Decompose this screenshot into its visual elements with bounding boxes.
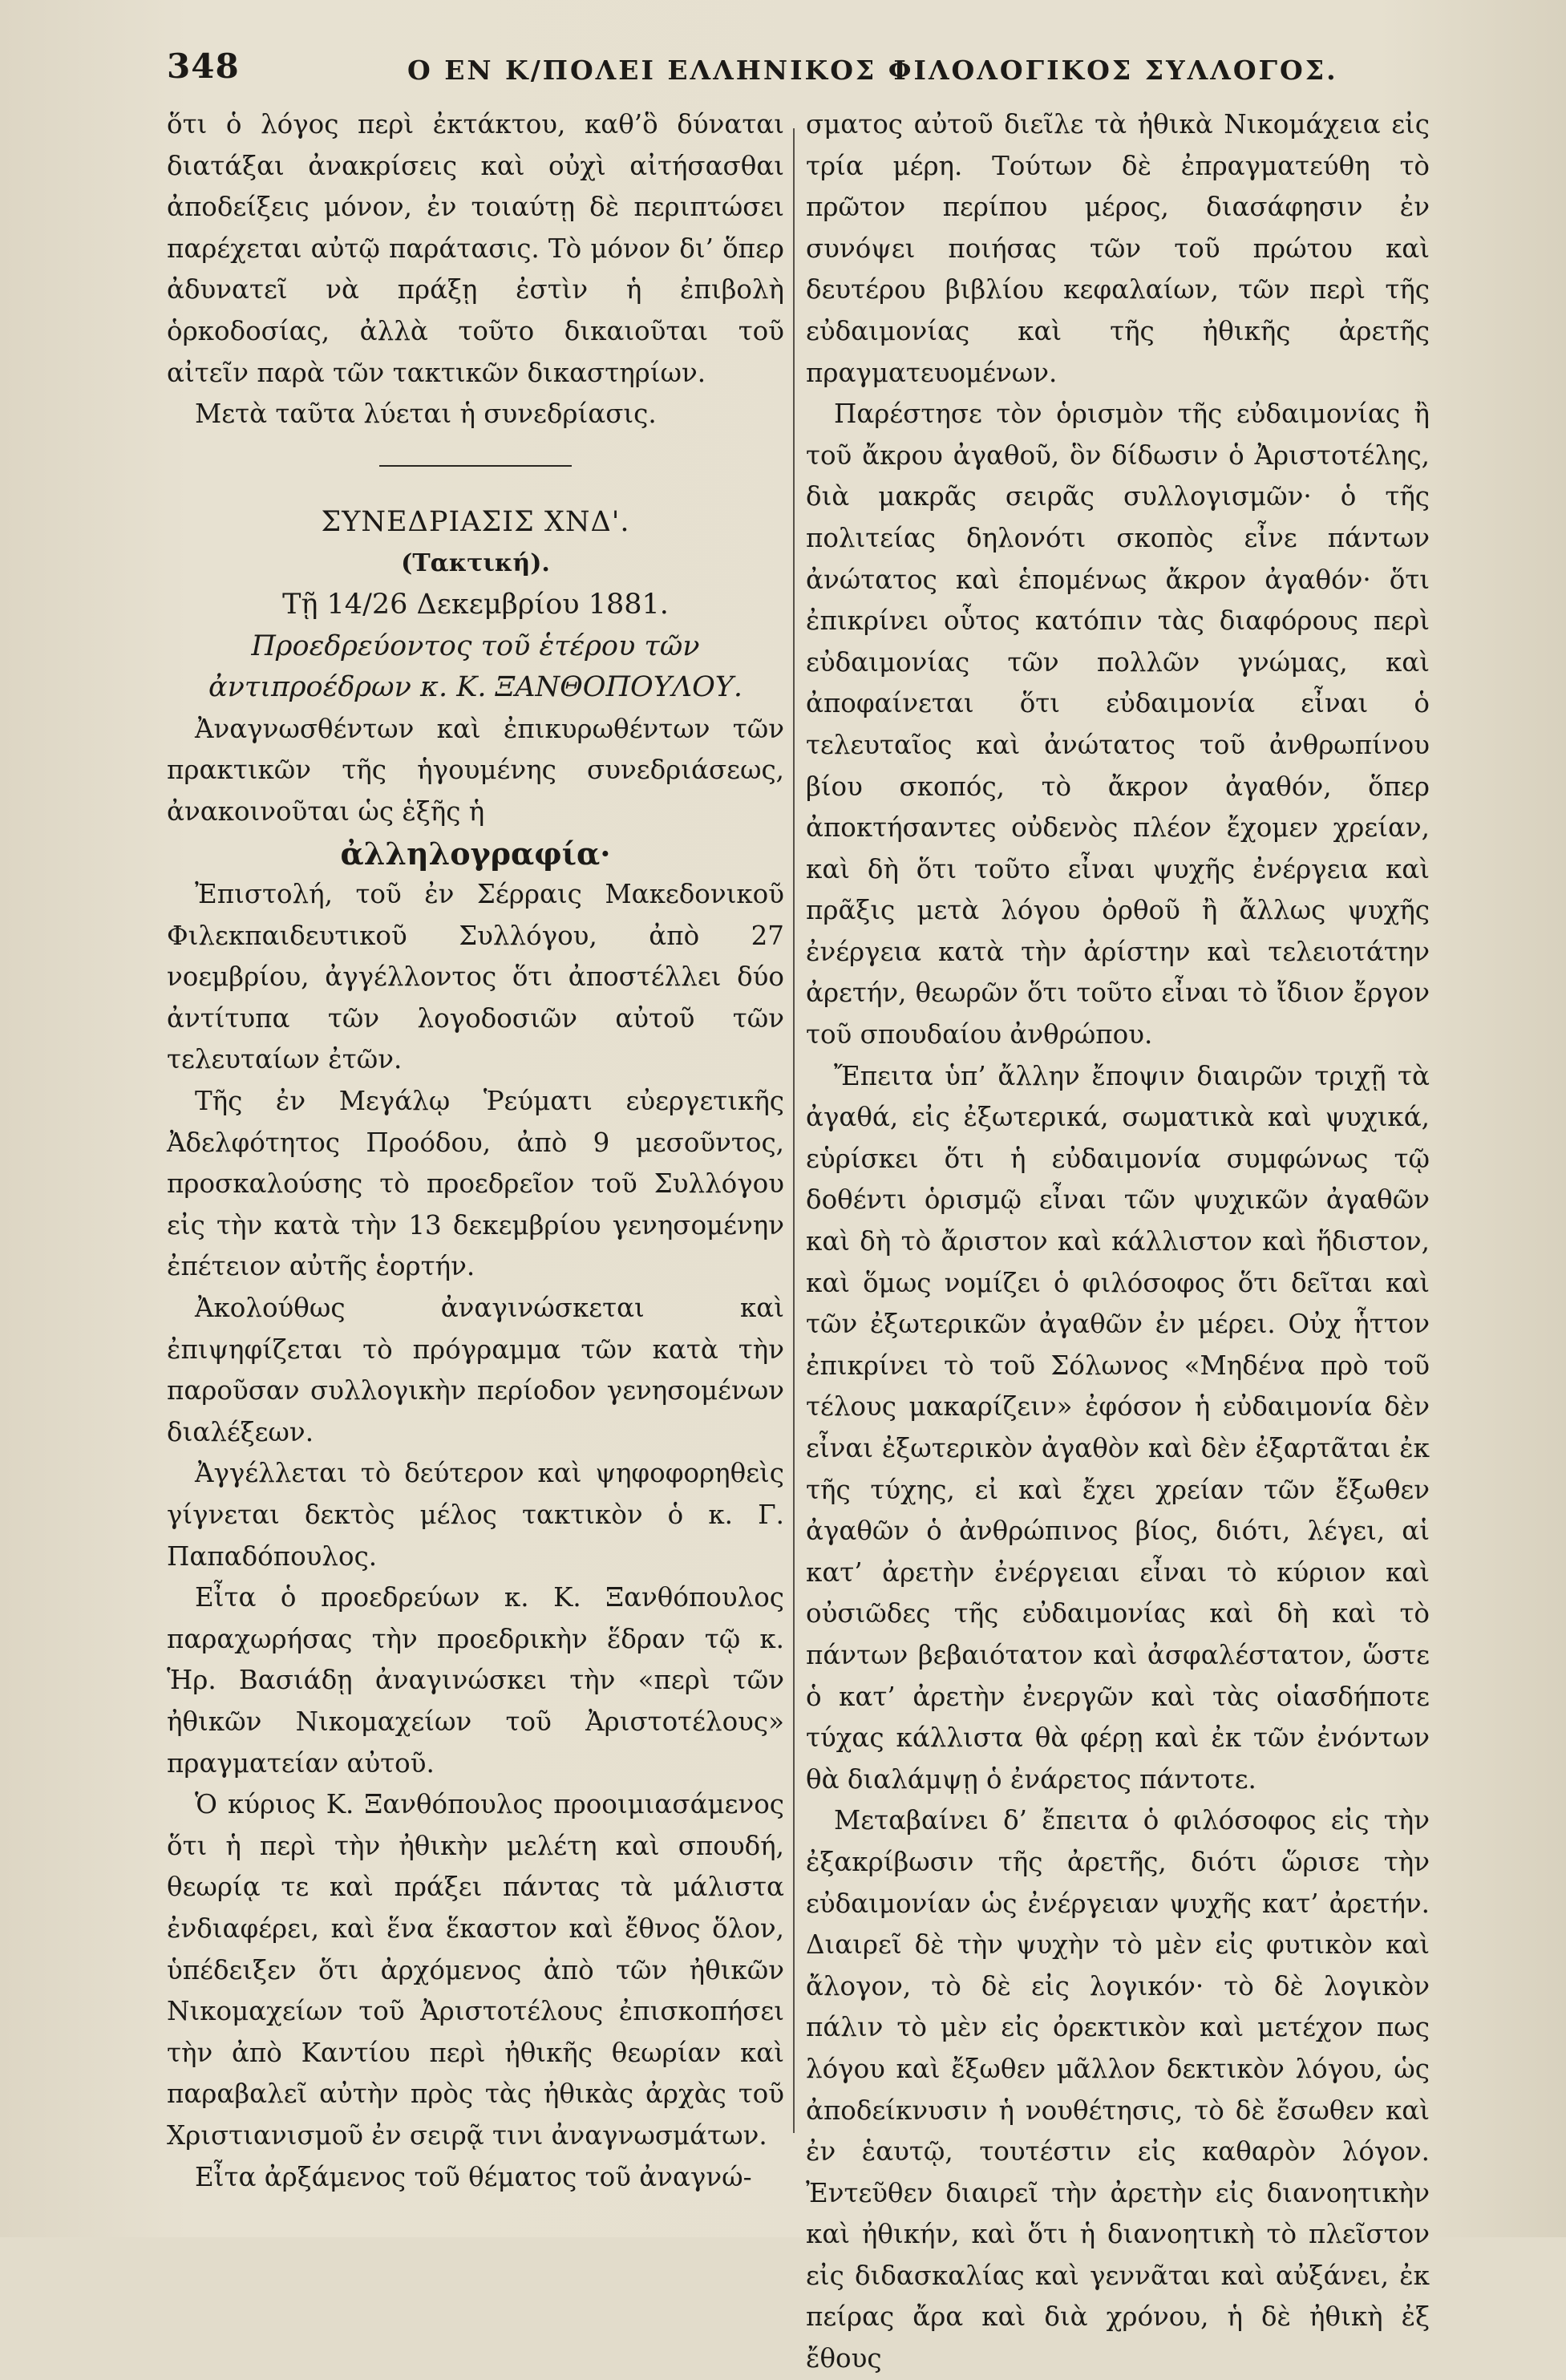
session-type: (Τακτική). [401, 549, 550, 578]
paragraph: Ἀγγέλλεται τὸ δεύτερον καὶ ψηφοφορηθεὶς γίγνεται δεκτὸς μέλος τακτικὸν ὁ κ. Γ. Παπαδόπουλος. [167, 1458, 784, 1572]
session-title: ΣΥΝΕΔΡΙΑΣΙΣ ΧΝΔ'. [321, 505, 630, 538]
section-divider [379, 465, 572, 467]
running-head [167, 47, 1338, 103]
paragraph: Εἶτα ὁ προεδρεύων κ. Κ. Ξανθόπουλος παραχωρήσας τὴν προεδρικὴν ἕδραν τῷ κ. Ἡρ. Βασιάδῃ ἀναγινώσκει τὴν «περὶ τῶν ἠθικῶν Νικομαχείων τοῦ Ἀριστοτέλους» πραγματείαν αὐτοῦ. [167, 1582, 784, 1779]
session-presiding: Προεδρεύοντος τοῦ ἑτέρου τῶν ἀντιπροέδρων κ. Κ. ΞΑΝΘΟΠΟΥΛΟΥ. [208, 629, 743, 704]
paragraph: Παρέστησε τὸν ὁρισμὸν τῆς εὐδαιμονίας ἢ τοῦ ἄκρου ἀγαθοῦ, ὃν δίδωσιν ὁ Ἀριστοτέλης, διὰ μακρᾶς σειρᾶς συλλογισμῶν· ὁ τῆς πολιτείας δηλονότι σκοπὸς εἶνε πάντων ἀνώτατος καὶ ἑπομένως ἄκρον ἀγαθόν· ὅτι ἐπικρίνει οὗτος κατόπιν τὰς διαφόρους περὶ εὐδαιμονίας τῶν πολλῶν γνώμας, καὶ ἀποφαίνεται ὅτι εὐδαιμονία εἶναι ὁ τελευταῖος καὶ ἀνώτατος τοῦ ἀνθρωπίνου βίου σκοπός, τὸ ἄκρον ἀγαθόν, ὅπερ ἀποκτήσαντες οὐδενὸς πλέον ἔχομεν χρείαν, καὶ δὴ ὅτι τοῦτο εἶναι ψυχῆς ἐνέργεια καὶ πρᾶξις μετὰ λόγου ὀρθοῦ ἢ ἄλλως ψυχῆς ἐνέργεια κατὰ τὴν ἀρίστην καὶ τελειοτάτην ἀρετήν, θεωρῶν ὅτι τοῦτο εἶναι τὸ ἴδιον ἔργον τοῦ σπουδαίου ἀνθρώπου. [806, 399, 1430, 1050]
left-column [167, 104, 784, 2213]
page-number: 348 [167, 47, 240, 86]
paragraph: Ἀκολούθως ἀναγινώσκεται καὶ ἐπιψηφίζεται τὸ πρόγραμμα τῶν κατὰ τὴν παροῦσαν συλλογικὴν περίοδον γενησομένων διαλέξεων. [167, 1293, 784, 1447]
paragraph: σματος αὐτοῦ διεῖλε τὰ ἠθικὰ Νικομάχεια εἰς τρία μέρη. Τούτων δὲ ἐπραγματεύθη τὸ πρῶτον περίπου μέρος, διασάφησιν ἐν συνόψει ποιήσας τῶν τοῦ πρώτου καὶ δευτέρου βιβλίου κεφαλαίων, τῶν περὶ τῆς εὐδαιμονίας καὶ τῆς ἠθικῆς ἀρετῆς πραγματευομένων. [806, 109, 1430, 388]
paragraph: Τῆς ἐν Μεγάλῳ Ῥεύματι εὐεργετικῆς Ἀδελφότητος Προόδου, ἀπὸ 9 μεσοῦντος, προσκαλούσης τὸ προεδρεῖον τοῦ Συλλόγου εἰς τὴν κατὰ τὴν 13 δεκεμβρίου γενησομένην ἐπέτειον αὐτῆς ἑορτήν. [167, 1086, 784, 1282]
correspondence-heading: ἀλληλογραφία· [340, 835, 611, 872]
paragraph: Ἔπειτα ὑπ’ ἄλλην ἔποψιν διαιρῶν τριχῇ τὰ ἀγαθά, εἰς ἐξωτερικά, σωματικὰ καὶ ψυχικά, εὑρίσκει ὅτι ἡ εὐδαιμονία συμφώνως τῷ δοθέντι ὁρισμῷ εἶναι τῶν ψυχικῶν ἀγαθῶν καὶ δὴ τὸ ἄριστον καὶ κάλλιστον καὶ ἥδιστον, καὶ ὅμως νομίζει ὁ φιλόσοφος ὅτι δεῖται καὶ τῶν ἐξωτερικῶν ἀγαθῶν ἐν μέρει. Οὐχ ἧττον ἐπικρίνει τὸ τοῦ Σόλωνος «Μηδένα πρὸ τοῦ τέλους μακαρίζειν» ἐφόσον ἡ εὐδαιμονία δὲν εἶναι ἐξωτερικὸν ἀγαθὸν καὶ δὲν ἐξαρτᾶται ἐκ τῆς τύχης, εἰ καὶ ἔχει χρείαν τῶν ἔξωθεν ἀγαθῶν ὁ ἀνθρώπινος βίος, διότι, λέγει, αἱ κατ’ ἀρετὴν ἐνέργειαι εἶναι τὸ κύριον καὶ οὐσιῶδες τῆς εὐδαιμονίας καὶ δὴ καὶ τὸ πάντων βεβαιότατον καὶ ἀσφαλέστατον, ὥστε ὁ κατ’ ἀρετὴν ἐνεργῶν καὶ τὰς οἱασδήποτε τύχας κάλλιστα θὰ φέρῃ καὶ ἐκ τῶν ἐνόντων θὰ διαλάμψῃ ὁ ἐνάρετος πάντοτε. [806, 1060, 1430, 1795]
session-date: Τῇ 14/26 Δεκεμβρίου 1881. [282, 588, 669, 621]
paragraph: Μεταβαίνει δ’ ἔπειτα ὁ φιλόσοφος εἰς τὴν ἐξακρίβωσιν τῆς ἀρετῆς, διότι ὥρισε τὴν εὐδαιμονίαν ὡς ἐνέργειαν ψυχῆς κατ’ ἀρετήν. Διαιρεῖ δὲ τὴν ψυχὴν τὸ μὲν εἰς φυτικὸν καὶ ἄλογον, τὸ δὲ εἰς λογικόν· τὸ δὲ λογικὸν πάλιν τὸ μὲν εἰς ὀρεκτικὸν καὶ μετέχον πως λόγου καὶ ἔξωθεν μᾶλλον δεκτικὸν λόγου, ὡς ἀποδείκνυσιν ἡ νουθέτησις, τὸ δὲ ἔσωθεν καὶ ἐν ἑαυτῷ, τουτέστιν εἰς καθαρὸν λόγον. Ἐντεῦθεν διαιρεῖ τὴν ἀρετὴν εἰς διανοητικὴν καὶ ἠθικήν, καὶ ὅτι ἡ διανοητικὴ τὸ πλεῖστον εἰς διδασκαλίας καὶ γεννᾶται καὶ αὐξάνει, ἐκ πείρας ἄρα καὶ διὰ χρόνου, ἡ δὲ ἠθικὴ ἐξ ἔθους [806, 1805, 1430, 2374]
paragraph: Εἶτα ἀρξάμενος τοῦ θέματος τοῦ ἀναγνώ- [195, 2161, 752, 2192]
paragraph: Ἀναγνωσθέντων καὶ ἐπικυρωθέντων τῶν πρακτικῶν τῆς ἡγουμένης συνεδριάσεως, ἀνακοινοῦται ὡς ἑξῆς ἡ [167, 713, 784, 827]
paragraph: Ἐπιστολή, τοῦ ἐν Σέρραις Μακεδονικοῦ Φιλεκπαιδευτικοῦ Συλλόγου, ἀπὸ 27 νοεμβρίου, ἀγγέλλοντος ὅτι ἀποστέλλει δύο ἀντίτυπα τῶν λογοδοσιῶν αὐτοῦ τῶν τελευταίων ἐτῶν. [167, 879, 784, 1075]
column-divider [793, 128, 795, 2133]
page-header-title: Ο ΕΝ Κ/ΠΟΛΕΙ ΕΛΛΗΝΙΚΟΣ ΦΙΛΟΛΟΓΙΚΟΣ ΣΥΛΛΟΓΟΣ. [407, 55, 1338, 86]
paragraph: Ὁ κύριος Κ. Ξανθόπουλος προοιμιασάμενος ὅτι ἡ περὶ τὴν ἠθικὴν μελέτη καὶ σπουδή, θεωρίᾳ τε καὶ πράξει πάντας τὰ μάλιστα ἐνδιαφέρει, καὶ ἕνα ἕκαστον καὶ ἔθνος ὅλον, ὑπέδειξεν ὅτι ἀρχόμενος ἀπὸ τῶν ἠθικῶν Νικομαχείων τοῦ Ἀριστοτέλους ἐπισκοπήσει τὴν ἀπὸ Καντίου περὶ ἠθικῆς θεωρίαν καὶ παραβαλεῖ αὐτὴν πρὸς τὰς ἠθικὰς ἀρχὰς τοῦ Χριστιανισμοῦ ἐν σειρᾷ τινι ἀναγνωσμάτων. [167, 1789, 784, 2151]
paragraph: ὅτι ὁ λόγος περὶ ἐκτάκτου, καθ’ὃ δύναται διατάξαι ἀνακρίσεις καὶ οὐχὶ αἰτήσασθαι ἀποδείξεις μόνον, ἐν τοιαύτῃ δὲ περιπτώσει παρέχεται αὐτῷ παράτασις. Τὸ μόνον δι’ ὅπερ ἀδυνατεῖ νὰ πράξῃ ἐστὶν ἡ ἐπιβολὴ ὁρκοδοσίας, ἀλλὰ τοῦτο δικαιοῦται τοῦ αἰτεῖν παρὰ τῶν τακτικῶν δικαστηρίων. [167, 109, 784, 388]
right-column [806, 104, 1430, 2374]
paragraph: Μετὰ ταῦτα λύεται ἡ συνεδρίασις. [195, 399, 657, 430]
